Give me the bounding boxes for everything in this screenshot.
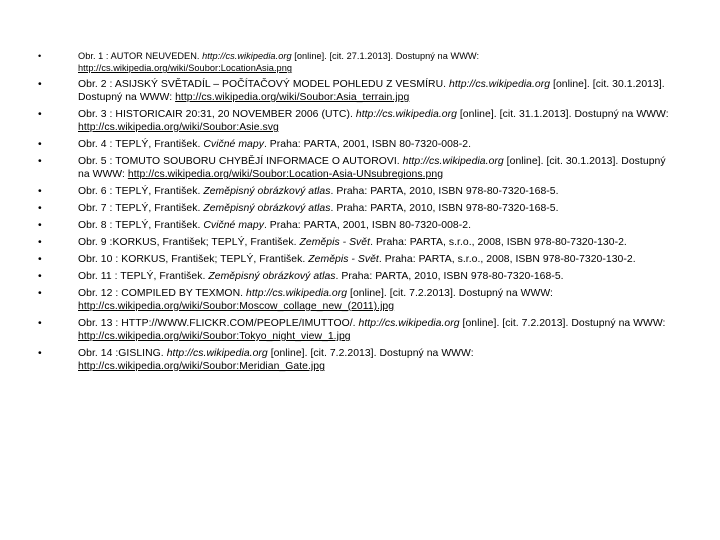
list-item [38, 185, 678, 198]
ref-label: Obr. 7 : TEPLÝ, František. [78, 203, 204, 214]
ref-label: Obr. 3 : HISTORICAIR 20:31, 20 NOVEMBER 2006 (UTC). [78, 109, 356, 120]
ref-label: Obr. 13 : HTTP://WWW.FLICKR.COM/PEOPLE/IMUTTOO/. [78, 318, 359, 329]
ref-rest: [online]. [cit. 7.2.2013]. Dostupný na WWW: [347, 288, 553, 299]
ref-source: http://cs.wikipedia.org [358, 318, 460, 329]
ref-label: Obr. 1 : AUTOR NEUVEDEN. [78, 51, 203, 61]
ref-rest: [online]. [cit. 30.1.2013]. Dostupný na WWW: [78, 79, 665, 103]
ref-rest: [online]. [cit. 27.1.2013]. Dostupný na WWW: [291, 51, 480, 61]
ref-rest: . Praha: PARTA, 2010, ISBN 978-80-7320-168-5. [330, 186, 559, 197]
ref-title: Zeměpisný obrázkový atlas [203, 186, 331, 197]
list-item [38, 236, 678, 249]
ref-label: Obr. 9 :KORKUS, František; TEPLÝ, František. [78, 237, 300, 248]
bullet-icon: • [38, 156, 42, 167]
ref-title: Zeměpis - Svět [299, 237, 371, 248]
ref-label: Obr. 11 : TEPLÝ, František. [78, 271, 209, 282]
ref-label: Obr. 6 : TEPLÝ, František. [78, 186, 204, 197]
ref-label: Obr. 12 : COMPILED BY TEXMON. [78, 288, 246, 299]
list-item [38, 253, 678, 266]
list-item [38, 287, 678, 313]
ref-link[interactable]: http://cs.wikipedia.org/wiki/Soubor:Asia_terrain.jpg [175, 92, 410, 103]
bullet-icon: • [38, 139, 42, 150]
ref-rest: [online]. [cit. 7.2.2013]. Dostupný na WWW: [267, 348, 474, 359]
ref-label: Obr. 14 :GISLING. [78, 348, 167, 359]
ref-source: http://cs.wikipedia.org [166, 348, 268, 359]
bullet-icon: • [38, 51, 42, 61]
reference-list [38, 50, 678, 377]
ref-source: http://cs.wikipedia.org [355, 109, 457, 120]
ref-rest: . Praha: PARTA, s.r.o., 2008, ISBN 978-80-7320-130-2. [378, 254, 636, 265]
ref-rest: [online]. [cit. 7.2.2013]. Dostupný na WWW: [459, 318, 666, 329]
bullet-icon: • [38, 254, 42, 265]
list-item [38, 219, 678, 232]
ref-rest: . Praha: PARTA, 2010, ISBN 978-80-7320-168-5. [335, 271, 564, 282]
ref-source: http://cs.wikipedia.org [246, 288, 348, 299]
ref-link[interactable]: http://cs.wikipedia.org/wiki/Soubor:Meridian_Gate.jpg [78, 361, 325, 372]
ref-source: http://cs.wikipedia.org [449, 79, 551, 90]
ref-rest: [online]. [cit. 31.1.2013]. Dostupný na WWW: [456, 109, 669, 120]
ref-rest: . Praha: PARTA, 2001, ISBN 80-7320-008-2. [263, 139, 472, 150]
ref-source: http://cs.wikipedia.org [202, 51, 292, 61]
list-item [38, 108, 678, 134]
list-item [38, 78, 678, 104]
ref-rest: . Praha: PARTA, 2001, ISBN 80-7320-008-2. [263, 220, 472, 231]
ref-source: http://cs.wikipedia.org [402, 156, 504, 167]
list-item [38, 270, 678, 283]
list-item [38, 50, 678, 74]
ref-link[interactable]: http://cs.wikipedia.org/wiki/Soubor:Tokyo_night_view_1.jpg [78, 331, 351, 342]
list-item [38, 138, 678, 151]
bullet-icon: • [38, 186, 42, 197]
bullet-icon: • [38, 79, 42, 90]
ref-link[interactable]: http://cs.wikipedia.org/wiki/Soubor:Moscow_collage_new_(2011).jpg [78, 301, 395, 312]
ref-label: Obr. 4 : TEPLÝ, František. [78, 139, 204, 150]
bullet-icon: • [38, 109, 42, 120]
ref-rest: [online]. [cit. 30.1.2013]. Dostupný na WWW: [78, 156, 666, 180]
ref-title: Cvičné mapy [203, 139, 264, 150]
ref-label: Obr. 5 : TOMUTO SOUBORU CHYBĚJÍ INFORMACE O AUTOROVI. [78, 156, 403, 167]
bullet-icon: • [38, 318, 42, 329]
bullet-icon: • [38, 271, 42, 282]
ref-label: Obr. 8 : TEPLÝ, František. [78, 220, 204, 231]
list-item [38, 317, 678, 343]
ref-link[interactable]: http://cs.wikipedia.org/wiki/Soubor:Location-Asia-UNsubregions.png [127, 169, 444, 180]
ref-title: Zeměpisný obrázkový atlas [208, 271, 336, 282]
ref-title: Cvičné mapy [203, 220, 264, 231]
bullet-icon: • [38, 203, 42, 214]
bullet-icon: • [38, 220, 42, 231]
ref-label: Obr. 2 : ASIJSKÝ SVĚTADÍL – POČÍTAČOVÝ MODEL POHLEDU Z VESMÍRU. [78, 79, 450, 90]
ref-label: Obr. 10 : KORKUS, František; TEPLÝ, František. [78, 254, 309, 265]
ref-title: Zeměpis - Svět [308, 254, 379, 265]
ref-link[interactable]: http://cs.wikipedia.org/wiki/Soubor:Asie.svg [78, 122, 279, 133]
bullet-icon: • [38, 288, 42, 299]
ref-rest: . Praha: PARTA, 2010, ISBN 978-80-7320-168-5. [330, 203, 559, 214]
bullet-icon: • [38, 237, 42, 248]
ref-link[interactable]: http://cs.wikipedia.org/wiki/Soubor:LocationAsia.png [78, 63, 293, 73]
ref-title: Zeměpisný obrázkový atlas [203, 203, 331, 214]
ref-rest: . Praha: PARTA, s.r.o., 2008, ISBN 978-80-7320-130-2. [370, 237, 627, 248]
list-item [38, 155, 678, 181]
bullet-icon: • [38, 348, 42, 359]
list-item [38, 347, 678, 373]
list-item [38, 202, 678, 215]
